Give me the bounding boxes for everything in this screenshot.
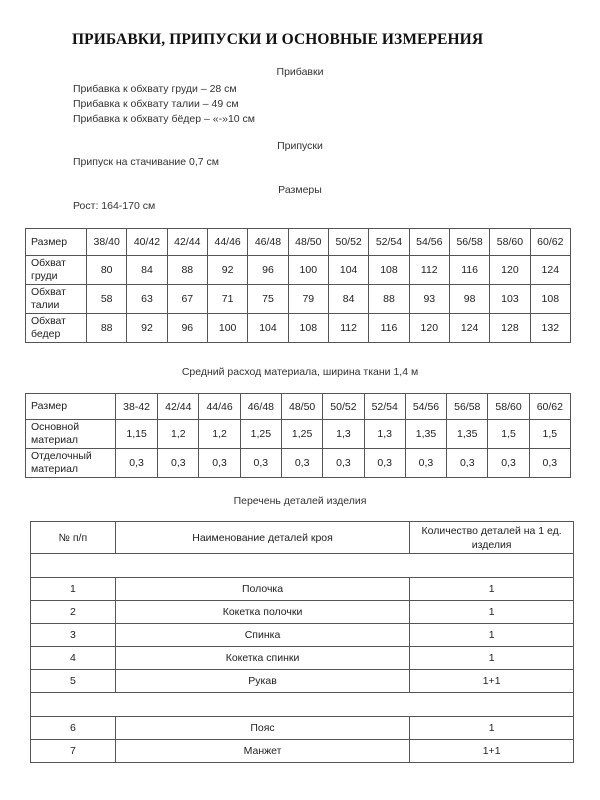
table-cell: 98	[449, 285, 489, 314]
table-cell: 100	[288, 256, 328, 285]
table-cell: 104	[248, 314, 288, 343]
table-cell: 0,3	[364, 449, 405, 478]
table-row	[31, 601, 574, 624]
part-name: Спинка	[115, 624, 409, 647]
size-header: 58/60	[490, 229, 530, 256]
table-cell: 71	[207, 285, 247, 314]
table-cell: 0,3	[199, 449, 240, 478]
table-corner-cell: Размер	[26, 229, 87, 256]
page-title: ПРИБАВКИ, ПРИПУСКИ И ОСНОВНЫЕ ИЗМЕРЕНИЯ	[72, 31, 484, 48]
size-header: 50/52	[323, 394, 364, 420]
table-cell: 75	[248, 285, 288, 314]
part-name: Пояс	[115, 717, 409, 740]
size-header: 52/54	[364, 394, 405, 420]
table-cell: 0,3	[158, 449, 199, 478]
part-num: 2	[31, 601, 116, 624]
table-corner-cell: Размер	[26, 394, 116, 420]
part-num: 7	[31, 740, 116, 763]
parts-heading: Перечень деталей изделия	[233, 495, 367, 507]
size-header: 52/54	[369, 229, 409, 256]
table-cell: 0,3	[488, 449, 529, 478]
size-header: 54/56	[405, 394, 446, 420]
table-cell: 0,3	[116, 449, 158, 478]
table-cell: 120	[490, 256, 530, 285]
part-qty: 1+1	[410, 740, 574, 763]
table-cell: 0,3	[405, 449, 446, 478]
seam-allowances-heading: Припуски	[277, 140, 323, 152]
table-cell: 88	[167, 256, 207, 285]
consumption-table	[25, 393, 571, 478]
row-label: Обхват бедер	[26, 314, 87, 343]
table-cell: 1,35	[447, 420, 488, 449]
size-header: 56/58	[447, 394, 488, 420]
col-header-qty: Количество деталей на 1 ед. изделия	[410, 522, 574, 554]
table-cell: 104	[328, 256, 368, 285]
table-cell: 1,25	[240, 420, 281, 449]
size-header: 54/56	[409, 229, 449, 256]
row-label: Основной материал	[26, 420, 116, 449]
part-num: 5	[31, 670, 116, 693]
table-cell: 1,15	[116, 420, 158, 449]
table-row	[26, 314, 571, 343]
table-cell: 1,5	[529, 420, 570, 449]
table-cell: 58	[87, 285, 127, 314]
table-cell: 100	[207, 314, 247, 343]
parts-table	[30, 521, 574, 763]
col-header-name: Наименование деталей кроя	[115, 522, 409, 554]
part-qty: 1	[410, 578, 574, 601]
part-name: Манжет	[115, 740, 409, 763]
size-header: 60/62	[529, 394, 570, 420]
part-name: Кокетка спинки	[115, 647, 409, 670]
table-cell: 124	[449, 314, 489, 343]
table-cell: 1,25	[282, 420, 323, 449]
table-cell: 108	[530, 285, 570, 314]
table-cell: 84	[127, 256, 167, 285]
part-name: Кокетка полочки	[115, 601, 409, 624]
size-header: 42/44	[158, 394, 199, 420]
table-cell: 128	[490, 314, 530, 343]
table-cell: 120	[409, 314, 449, 343]
table-cell: 84	[328, 285, 368, 314]
table-header-row	[26, 229, 571, 256]
table-cell: 79	[288, 285, 328, 314]
table-row	[31, 717, 574, 740]
height-line: Рост: 164-170 см	[73, 200, 156, 212]
table-cell: 0,3	[282, 449, 323, 478]
table-cell: 1,35	[405, 420, 446, 449]
table-cell: 93	[409, 285, 449, 314]
table-group-row	[31, 554, 574, 578]
table-header-row	[26, 394, 571, 420]
allowance-line: Прибавка к обхвату груди – 28 см	[73, 83, 237, 95]
size-header: 58/60	[488, 394, 529, 420]
table-cell: 116	[369, 314, 409, 343]
table-cell: 0,3	[447, 449, 488, 478]
table-cell: 0,3	[240, 449, 281, 478]
table-cell: 132	[530, 314, 570, 343]
table-cell: 88	[369, 285, 409, 314]
table-header-row	[31, 522, 574, 554]
row-label: Обхват талии	[26, 285, 87, 314]
size-header: 48/50	[282, 394, 323, 420]
measurements-table	[25, 228, 571, 343]
table-cell: 67	[167, 285, 207, 314]
allowance-line: Прибавка к обхвату талии – 49 см	[73, 98, 239, 110]
table-row	[31, 647, 574, 670]
table-cell: 1,2	[158, 420, 199, 449]
row-label: Обхват груди	[26, 256, 87, 285]
table-cell: 0,3	[529, 449, 570, 478]
empty-group-cell	[31, 693, 574, 717]
table-row	[26, 256, 571, 285]
part-num: 6	[31, 717, 116, 740]
size-header: 40/42	[127, 229, 167, 256]
size-header: 48/50	[288, 229, 328, 256]
seam-allowance-line: Припуск на стачивание 0,7 см	[73, 156, 219, 168]
table-cell: 116	[449, 256, 489, 285]
allowances-heading: Прибавки	[276, 66, 324, 78]
part-qty: 1	[410, 601, 574, 624]
table-cell: 96	[248, 256, 288, 285]
table-row	[31, 670, 574, 693]
size-header: 44/46	[207, 229, 247, 256]
part-qty: 1	[410, 717, 574, 740]
table-cell: 112	[328, 314, 368, 343]
col-header-num: № п/п	[31, 522, 116, 554]
table-cell: 88	[87, 314, 127, 343]
part-name: Полочка	[115, 578, 409, 601]
part-qty: 1+1	[410, 670, 574, 693]
table-row	[26, 449, 571, 478]
table-cell: 96	[167, 314, 207, 343]
part-qty: 1	[410, 624, 574, 647]
size-header: 42/44	[167, 229, 207, 256]
row-label: Отделочный материал	[26, 449, 116, 478]
table-cell: 92	[207, 256, 247, 285]
part-num: 1	[31, 578, 116, 601]
table-row	[31, 578, 574, 601]
table-cell: 108	[369, 256, 409, 285]
table-cell: 80	[87, 256, 127, 285]
size-header: 46/48	[240, 394, 281, 420]
table-row	[26, 420, 571, 449]
size-header: 44/46	[199, 394, 240, 420]
part-name: Рукав	[115, 670, 409, 693]
table-cell: 1,3	[323, 420, 364, 449]
allowance-line: Прибавка к обхвату бёдер – «-»10 см	[73, 113, 256, 125]
table-cell: 1,5	[488, 420, 529, 449]
consumption-heading: Средний расход материала, ширина ткани 1,4 м	[181, 366, 419, 378]
table-row	[31, 740, 574, 763]
table-cell: 108	[288, 314, 328, 343]
table-row	[26, 285, 571, 314]
empty-group-cell	[31, 554, 574, 578]
table-cell: 103	[490, 285, 530, 314]
table-cell: 92	[127, 314, 167, 343]
table-row	[31, 624, 574, 647]
part-num: 4	[31, 647, 116, 670]
table-cell: 63	[127, 285, 167, 314]
table-cell: 1,3	[364, 420, 405, 449]
table-cell: 1,2	[199, 420, 240, 449]
size-header: 56/58	[449, 229, 489, 256]
size-header: 60/62	[530, 229, 570, 256]
part-qty: 1	[410, 647, 574, 670]
table-group-row	[31, 693, 574, 717]
table-cell: 124	[530, 256, 570, 285]
size-header: 46/48	[248, 229, 288, 256]
part-num: 3	[31, 624, 116, 647]
table-cell: 112	[409, 256, 449, 285]
table-cell: 0,3	[323, 449, 364, 478]
size-header: 50/52	[328, 229, 368, 256]
size-header: 38-42	[116, 394, 158, 420]
size-header: 38/40	[87, 229, 127, 256]
sizes-heading: Размеры	[278, 184, 322, 196]
